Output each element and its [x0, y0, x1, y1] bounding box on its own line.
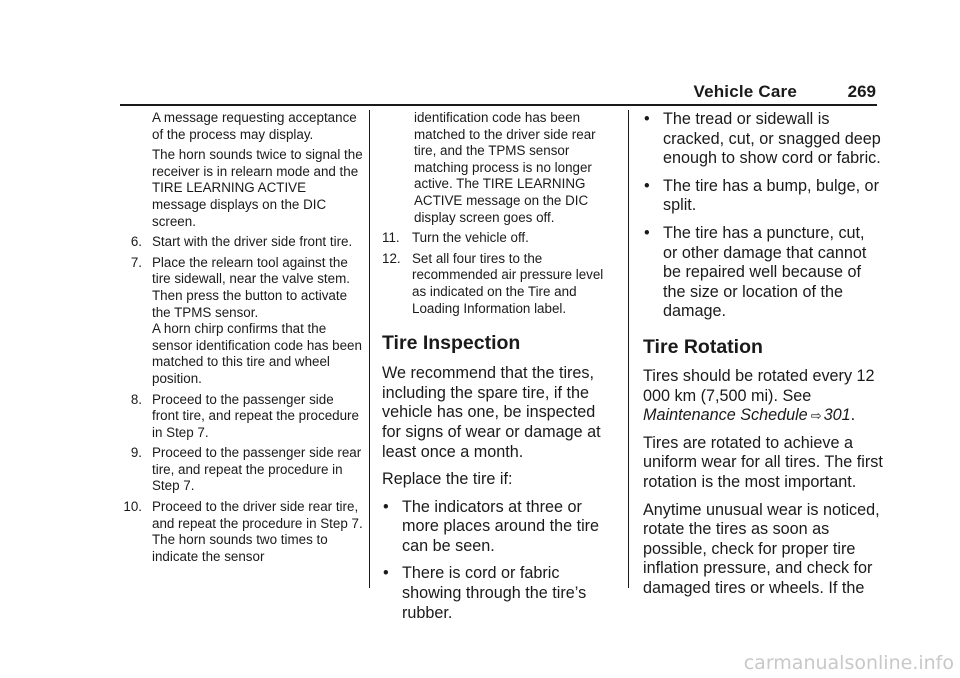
- bullet-glyph: •: [383, 497, 389, 516]
- period: .: [850, 406, 856, 425]
- bullet-glyph: •: [644, 176, 650, 195]
- bullet-glyph: •: [644, 110, 650, 128]
- step-number: 8.: [130, 391, 142, 407]
- step-number: 6.: [130, 234, 142, 250]
- bullet-glyph: •: [644, 223, 650, 242]
- step-7: [120, 255, 364, 388]
- bullet-item: [643, 224, 883, 322]
- rotation-text: Tires should be rotated every 12 000 km (7,500 mi). See: [643, 366, 875, 405]
- bullet-text: The tire has a bump, bulge, or split.: [663, 176, 879, 215]
- bullet-item: [382, 564, 614, 623]
- step-10: [120, 499, 364, 565]
- column-3: [643, 110, 883, 598]
- step-12: [382, 251, 614, 317]
- page-header: [120, 82, 877, 106]
- rotation-paragraph-2: Tires are rotated to achieve a uniform wear for all tires. The first rotation is the most important.: [643, 433, 883, 491]
- bullet-item: [382, 498, 614, 557]
- watermark: carmanualsonline.info: [743, 652, 954, 674]
- bullet-text: There is cord or fabric showing through the tire’s rubber.: [402, 564, 587, 622]
- intro-paragraph-2: The horn sounds twice to signal the receiver is in relearn mode and the TIRE LEARNING ACTIVE message displays on the DIC screen.: [152, 147, 363, 229]
- replace-intro: Replace the tire if:: [382, 470, 513, 489]
- step-number: 11.: [382, 230, 400, 246]
- bullet-item: [643, 177, 883, 216]
- step-10-continuation: identification code has been matched to the driver side rear tire, and the TPMS sensor matching process is no longer active. The TIRE LEARNING ACTIVE message on the DIC display screen goes off.: [414, 110, 596, 225]
- page-number: 269: [847, 82, 876, 101]
- maintenance-schedule-link[interactable]: Maintenance Schedule: [643, 406, 808, 425]
- bullet-text: The indicators at three or more places around the tire can be seen.: [402, 497, 600, 555]
- step-number: 7.: [130, 254, 142, 270]
- step-number: 10.: [123, 499, 142, 515]
- step-11: [382, 230, 614, 247]
- heading-tire-inspection: Tire Inspection: [382, 332, 521, 355]
- page-reference-arrow-icon: ⇨: [810, 408, 822, 424]
- step-8: [120, 392, 364, 442]
- step-number: 9.: [130, 445, 142, 461]
- bullet-text: The tread or sidewall is cracked, cut, or snagged deep enough to show cord or fabric.: [663, 110, 881, 168]
- step-text: Turn the vehicle off.: [412, 230, 529, 246]
- bullet-item: [643, 110, 883, 169]
- step-text: Set all four tires to the recommended air pressure level as indicated on the Tire and Loading Information label.: [412, 250, 604, 316]
- rotation-paragraph-3: Anytime unusual wear is noticed, rotate the tires as soon as possible, check for proper tire inflation pressure, and check for damaged tires or wheels. If the: [643, 500, 880, 597]
- step-number: 12.: [382, 250, 401, 266]
- step-text: Proceed to the passenger side rear tire, and repeat the procedure in Step 7.: [152, 445, 362, 494]
- column-2: [382, 110, 614, 623]
- bullet-glyph: •: [383, 564, 389, 583]
- heading-tire-rotation: Tire Rotation: [643, 335, 763, 358]
- bullet-text: The tire has a puncture, cut, or other damage that cannot be repaired well because of the size or location of the damage.: [663, 223, 867, 321]
- step-text: Proceed to the driver side rear tire, and repeat the procedure in Step 7. The horn sounds two times to indicate the sensor: [152, 499, 363, 564]
- step-text: Place the relearn tool against the tire sidewall, near the valve stem. Then press the button to activate the TPMS sensor.: [152, 254, 350, 320]
- inspection-paragraph: We recommend that the tires, including the spare tire, if the vehicle has one, be inspected for signs of wear or damage at least once a month.: [382, 364, 601, 461]
- intro-paragraph-1: A message requesting acceptance of the process may display.: [152, 110, 357, 142]
- step-text: Proceed to the passenger side front tire, and repeat the procedure in Step 7.: [152, 391, 359, 440]
- step-note: A horn chirp confirms that the sensor identification code has been matched to this tire and wheel position.: [152, 321, 362, 386]
- section-title: Vehicle Care: [693, 82, 797, 101]
- rotation-paragraph-1: [643, 367, 883, 426]
- column-divider: [369, 110, 370, 588]
- step-6: [120, 234, 364, 251]
- step-9: [120, 445, 364, 495]
- step-text: Start with the driver side front tire.: [152, 234, 353, 250]
- column-1: [120, 110, 364, 565]
- page-reference[interactable]: 301: [823, 406, 851, 425]
- column-divider: [628, 110, 629, 588]
